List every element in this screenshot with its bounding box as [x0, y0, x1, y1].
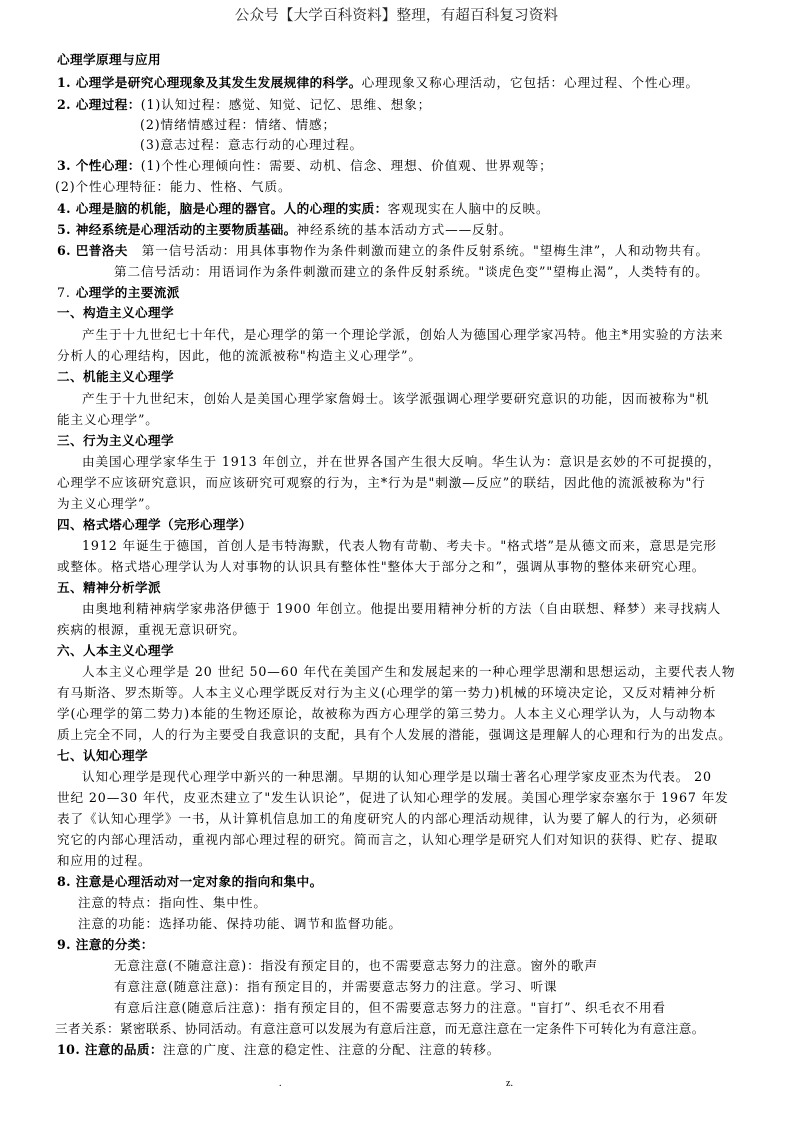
school-text-line: 能主义心理学”。 — [57, 412, 159, 427]
item-4-bold: 4. 心理是脑的机能，脑是心理的器官。人的心理的实质： — [57, 201, 388, 216]
school-heading: 五、精神分析学派 — [57, 580, 161, 595]
school-text-line: 产生于十九世纪七十年代，是心理学的第一个理论学派，创始人为德国心理学家冯特。他主*用实验的方法来 — [82, 327, 724, 342]
item-3 — [57, 158, 553, 174]
school-text-line: 认知心理学是现代心理学中新兴的一种思潮。早期的认知心理学是以瑞士著名心理学家皮亚杰为代表。 20 — [82, 769, 712, 784]
item-7 — [57, 285, 180, 301]
item-6-line-2: 第二信号活动：用语词作为条件刺激而建立的条件反射系统。"谈虎色变”"望梅止渴”，人类特有的。 — [114, 264, 709, 279]
school-text-line: 学(心理学的第二势力)本能的生物还原论，故被称为西方心理学的第三势力。人本主义心理学认为，人与动物本 — [57, 706, 717, 721]
item-4-text: 客观现实在人脑中的反映。 — [387, 201, 550, 216]
item-10 — [57, 1042, 500, 1058]
school-text-line: 由美国心理学家华生于 1913 年创立，并在世界各国产生很大反响。华生认为：意识是玄妙的不可捉摸的， — [82, 454, 722, 469]
item-8-line-1: 注意的特点：指向性、集中性。 — [78, 895, 267, 910]
item-4 — [57, 201, 550, 217]
school-text-line: 1912 年诞生于德国，首创人是韦特海默，代表人物有苛勒、考夫卡。"格式塔”是从德文而来，意思是完形 — [82, 538, 717, 553]
item-2 — [57, 97, 431, 113]
item-3-line-2: (2)个性心理特征：能力、性格、气质。 — [55, 179, 292, 194]
item-5 — [57, 222, 513, 238]
item-5-text: 神经系统的基本活动方式——反射。 — [296, 222, 513, 237]
school-heading: 一、构造主义心理学 — [57, 305, 174, 320]
doc-title: 心理学原理与应用 — [57, 52, 161, 67]
footer-right-mark: z. — [506, 1078, 513, 1089]
item-8-bold: 8. 注意是心理活动对一定对象的指向和集中。 — [57, 874, 323, 889]
item-1-bold: 1. 心理学是研究心理现象及其发生发展规律的科学。 — [57, 75, 362, 90]
school-heading: 三、行为主义心理学 — [57, 433, 174, 448]
item-9-line-3: 有意后注意(随意后注意)：指有预定目的，但不需要意志努力的注意。"盲打”、织毛衣不用看 — [114, 1000, 666, 1015]
item-2-line-1: (1)认知过程：感觉、知觉、记忆、思维、想象； — [140, 97, 432, 112]
item-2-bold: 2. 心理过程： — [57, 97, 141, 112]
item-6-bold: 6. 巴普洛夫 — [57, 243, 128, 258]
item-5-bold: 5. 神经系统是心理活动的主要物质基础。 — [57, 222, 297, 237]
item-3-bold: 3. 个性心理： — [57, 158, 141, 173]
school-text-line: 有马斯洛、罗杰斯等。人本主义心理学既反对行为主义(心理学的第一势力)机械的环境决定论，又反对精神分析 — [57, 685, 717, 700]
school-text-line: 人本主义心理学是 20 世纪 50—60 年代在美国产生和发展起来的一种心理学思潮和思想运动，主要代表人物 — [82, 664, 736, 679]
item-10-bold: 10. 注意的品质： — [57, 1042, 163, 1057]
school-text-line: 为主义心理学”。 — [57, 496, 159, 511]
item-6-line-1: 第一信号活动：用具体事物作为条件刺激而建立的条件反射系统。"望梅生津”，人和动物共有。 — [141, 243, 709, 258]
school-text-line: 由奥地利精神病学家弗洛伊德于 1900 年创立。他提出要用精神分析的方法（自由联想、释梦）来寻找病人 — [82, 601, 722, 616]
school-text-line: 或整体。格式塔心理学认为人对事物的认识具有整体性"整体大于部分之和”，强调从事物的整体来研究心理。 — [57, 559, 706, 574]
school-text-line: 疾病的根源，重视无意识研究。 — [57, 622, 246, 637]
item-1-text: 心理现象又称心理活动，它包括：心理过程、个性心理。 — [361, 75, 699, 90]
item-6 — [57, 243, 709, 259]
item-9-line-1: 无意注意(不随意注意)：指没有预定目的，也不需要意志努力的注意。窗外的歌声 — [114, 958, 598, 973]
school-text-line: 分析人的心理结构，因此，他的流派被称"构造主义心理学”。 — [57, 348, 422, 363]
school-heading: 四、格式塔心理学（完形心理学） — [57, 517, 252, 532]
school-heading: 七、认知心理学 — [57, 748, 148, 763]
school-text-line: 究它的内部心理活动，重视内部心理过程的研究。简而言之，认知心理学是研究人们对知识的获得、贮存、提取 — [57, 832, 719, 847]
footer-left-mark: . — [279, 1078, 282, 1089]
school-heading: 六、人本主义心理学 — [57, 643, 174, 658]
item-9-bold: 9. 注意的分类： — [57, 937, 154, 952]
page-header: 公众号【大学百科资料】整理，有超百科复习资料 — [234, 8, 559, 24]
school-text-line: 和应用的过程。 — [57, 853, 152, 868]
item-3-line-1: (1)个性心理倾向性：需要、动机、信念、理想、价值观、世界观等； — [140, 158, 553, 173]
item-8-line-2: 注意的功能：选择功能、保持功能、调节和监督功能。 — [78, 916, 402, 931]
item-9-line-2: 有意注意(随意注意)：指有预定目的，并需要意志努力的注意。学习、听课 — [114, 979, 558, 994]
item-2-line-2: (2)情绪情感过程：情绪、情感； — [140, 117, 336, 132]
item-9-relation: 三者关系：紧密联系、协同活动。有意注意可以发展为有意后注意，而无意注意在一定条件下可转化为有意注意。 — [55, 1021, 705, 1036]
school-text-line: 世纪 20—30 年代，皮亚杰建立了"发生认识论”，促进了认知心理学的发展。美国心理学家奈塞尔于 1967 年发 — [57, 790, 729, 805]
school-text-line: 心理学不应该研究意识，而应该研究可观察的行为，主*行为是"刺激—反应”的联结，因此他的流派被称为"行 — [57, 475, 706, 490]
item-1 — [57, 75, 699, 91]
school-text-line: 产生于十九世纪末，创始人是美国心理学家詹姆士。该学派强调心理学要研究意识的功能，因而被称为"机 — [82, 391, 710, 406]
item-7-bold: 心理学的主要流派 — [75, 285, 180, 300]
item-10-text: 注意的广度、注意的稳定性、注意的分配、注意的转移。 — [162, 1042, 501, 1057]
school-text-line: 表了《认知心理学》一书，从计算机信息加工的角度研究人的内部心理活动规律，认为要了解人的行为，必须研 — [57, 811, 719, 826]
item-7-num: 7. — [57, 285, 76, 300]
school-heading: 二、机能主义心理学 — [57, 369, 174, 384]
school-text-line: 质上完全不同，人的行为主要受自我意识的支配，具有个人发展的潜能，强调这是理解人的心理和行为的出发点。 — [57, 727, 732, 742]
item-2-line-3: (3)意志过程：意志行动的心理过程。 — [140, 137, 363, 152]
